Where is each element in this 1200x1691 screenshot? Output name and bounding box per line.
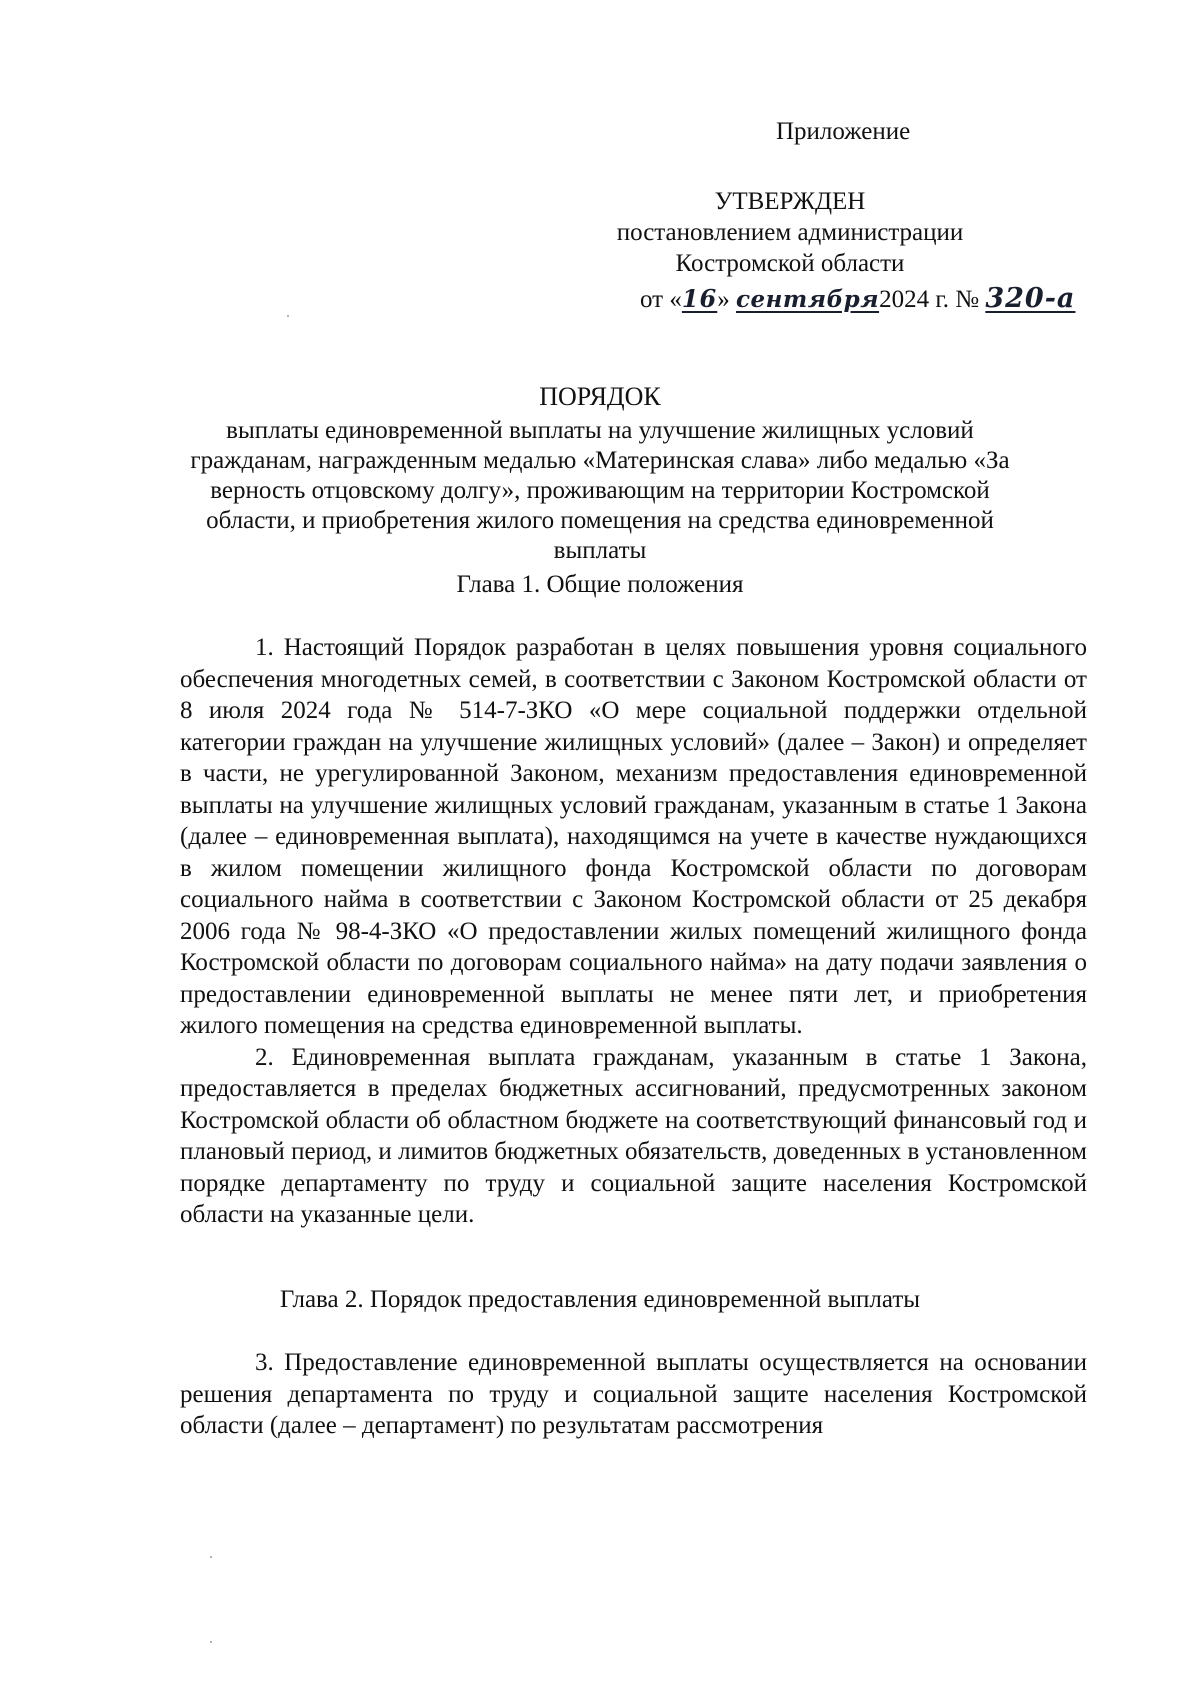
approved-stamp-text: УТВЕРЖДЕН [714, 188, 866, 215]
chapter-1-heading: Глава 1. Общие положения [456, 571, 744, 598]
document-subtitle: выплаты единовременной выплаты на улучшение жилищных условий гражданам, награжденным медалью «Материнская слава» либо медалью «За верность отцовскому долгу», проживающим на территории Костромской области, и приобретения жилого помещения на средства единовременной выплаты [190, 417, 1010, 564]
handwritten-document-number: 320-а [985, 283, 1076, 314]
scan-speck [210, 1641, 212, 1643]
approval-date-line [640, 279, 1075, 320]
scan-speck [287, 315, 289, 317]
approved-by-line-2: Костромской области [675, 250, 905, 277]
paragraph-3: 3. Предоставление единовременной выплаты осуществляется на основании решения департамента по труду и социальной защите населения Костромской области (далее – департамент) по результатам рассмотрения [180, 1349, 1087, 1439]
approved-by-line-1: постановлением администрации [616, 219, 964, 246]
chapter-2-body [180, 1347, 1087, 1442]
document-title-block [180, 382, 1020, 566]
chapter-2-heading: Глава 2. Порядок предоставления единовременной выплаты [279, 1286, 921, 1313]
appendix-label: Приложение [776, 118, 911, 145]
document-title: ПОРЯДОК [539, 382, 661, 411]
handwritten-date-day: 16 [681, 284, 718, 313]
approval-block [600, 186, 980, 279]
paragraph-1: 1. Настоящий Порядок разработан в целях повышения уровня социального обеспечения многодетных семей, в соответствии с Законом Костромской области от 8 июля 2024 года № 514-7-ЗКО «О мере социальной поддержки отдельной категории граждан на улучшение жилищных условий» (далее – Закон) и определяет в части, не урегулированной Законом, механизм предоставления единовременной выплаты на улучшение жилищных условий гражданам, указанным в статье 1 Закона (далее – единовременная выплата), находящимся на учете в качестве нуждающихся в жилом помещении жилищного фонда Костромской области по договорам социального найма в соответствии с Законом Костромской области от 25 декабря 2006 года № 98-4-ЗКО «О предоставлении жилых помещений жилищного фонда Костромской области по договорам социального найма» на дату подачи заявления о предоставлении единовременной выплаты не менее пяти лет, и приобретения жилого помещения на средства единовременной выплаты. [180, 634, 1087, 1039]
date-prefix: от « [640, 286, 682, 313]
chapter-1-body [180, 632, 1087, 1231]
paragraph-2: 2. Единовременная выплата гражданам, указанным в статье 1 Закона, предоставляется в пределах бюджетных ассигнований, предусмотренных законом Костромской области об областном бюджете на соответствующий финансовый год и плановый период, и лимитов бюджетных обязательств, доведенных в установленном порядке департаменту по труду и социальной защите населения Костромской области на указанные цели. [180, 1043, 1087, 1228]
date-separator: » [717, 286, 730, 313]
date-year: 2024 г. № [879, 286, 980, 313]
scan-speck [210, 1556, 212, 1558]
handwritten-date-month: сентября [736, 286, 880, 313]
